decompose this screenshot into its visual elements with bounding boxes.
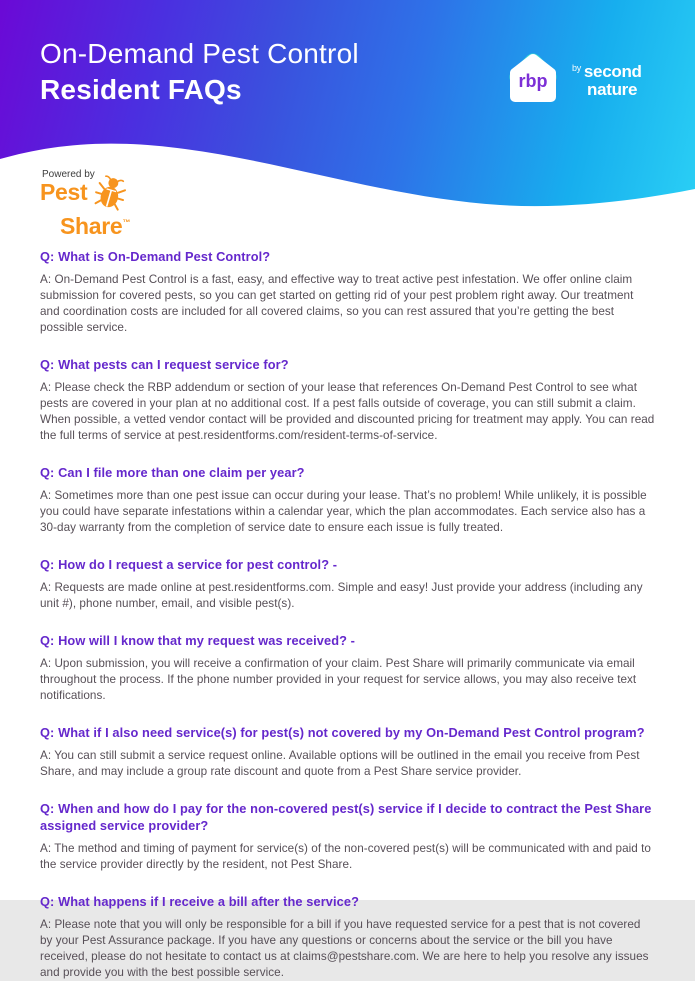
- faq-question: Q: What pests can I request service for?: [40, 357, 289, 372]
- page-subtitle: Resident FAQs: [40, 74, 242, 105]
- faq-question: Q: How will I know that my request was received? -: [40, 633, 356, 648]
- header-banner: [0, 0, 695, 239]
- faq-answer: A: Requests are made online at pest.residentforms.com. Simple and easy! Just provide your address (including any unit #), phone number, email, and visible pest(s).: [40, 581, 643, 610]
- trademark-symbol: ™: [122, 218, 131, 227]
- by-label: by: [572, 63, 581, 73]
- faq-question: Q: What happens if I receive a bill after the service?: [40, 894, 360, 909]
- powered-by-label: Powered by: [42, 169, 95, 180]
- header-titles: [40, 36, 359, 108]
- faq-answer: A: Please note that you will only be responsible for a bill if you have requested service for a pest that is not covered by your Pest Assurance package. If you have any questions or concerns about the service or the bill you have received, please do not hesitate to contact us at claims@pestshare.com. We are here to help you resolve any issues and provide you with the best possible service.: [40, 918, 649, 979]
- faq-question: Q: What if I also need service(s) for pest(s) not covered by my On-Demand Pest Control program?: [40, 725, 645, 740]
- faq-question: Q: What is On-Demand Pest Control?: [40, 249, 271, 264]
- faq-answer: A: On-Demand Pest Control is a fast, easy, and effective way to treat active pest infestation. We offer online claim submission for covered pests, so you can get started on getting rid of your pest problem right away. Our treatment and coordination costs are included for all covered claims, so you can rest assured that you’re getting the best possible service.: [40, 273, 634, 334]
- faq-answer: A: Upon submission, you will receive a confirmation of your claim. Pest Share will primarily communicate via email throughout the process. If the phone number provided in your request for service allows, you may also receive text notifications.: [40, 657, 637, 702]
- pest-share-word1: Pest: [40, 179, 88, 205]
- faq-question: Q: Can I file more than one claim per year?: [40, 465, 305, 480]
- faq-list: [0, 226, 695, 981]
- page-title: On-Demand Pest Control: [40, 38, 359, 69]
- bug-icon: [94, 173, 127, 213]
- second-nature-word2: nature: [587, 80, 638, 99]
- faq-question: Q: How do I request a service for pest control? -: [40, 557, 338, 572]
- second-nature-logo: [572, 60, 642, 98]
- pest-share-word2: Share: [60, 213, 123, 239]
- faq-answer: A: Please check the RBP addendum or section of your lease that references On-Demand Pest Control to see what pests are covered in your plan at no additional cost. If a pest falls outside of coverage, you can still submit a claim. When possible, a vetted vendor contact will be provided and discounted pricing for treatment may apply. You can read the full terms of service at pest.residentforms.com/resident-terms-of-service.: [40, 381, 655, 442]
- faq-answer: A: Sometimes more than one pest issue can occur during your lease. That’s no problem! While unlikely, it is possible you could have separate infestations within a calendar year, which the plan accommodates. Each service also has a 30-day warranty from the completion of service date to ensure each issue is fully treated.: [40, 489, 647, 534]
- second-nature-word1: second: [583, 62, 642, 81]
- faq-answer: A: The method and timing of payment for service(s) of the non-covered pest(s) will be communicated with and paid to the service provider directly by the resident, not Pest Share.: [40, 842, 651, 871]
- pest-share-logo: [40, 169, 130, 240]
- faq-question: Q: When and how do I pay for the non-covered pest(s) service if I decide to contract the Pest Share assigned service provider?: [40, 801, 652, 833]
- rbp-logo: [501, 46, 565, 112]
- faq-answer: A: You can still submit a service request online. Available options will be outlined in the email you receive from Pest Share, and may include a group rate discount and quote from a Pest Share service provider.: [40, 749, 640, 778]
- rbp-wordmark: rbp: [518, 71, 548, 91]
